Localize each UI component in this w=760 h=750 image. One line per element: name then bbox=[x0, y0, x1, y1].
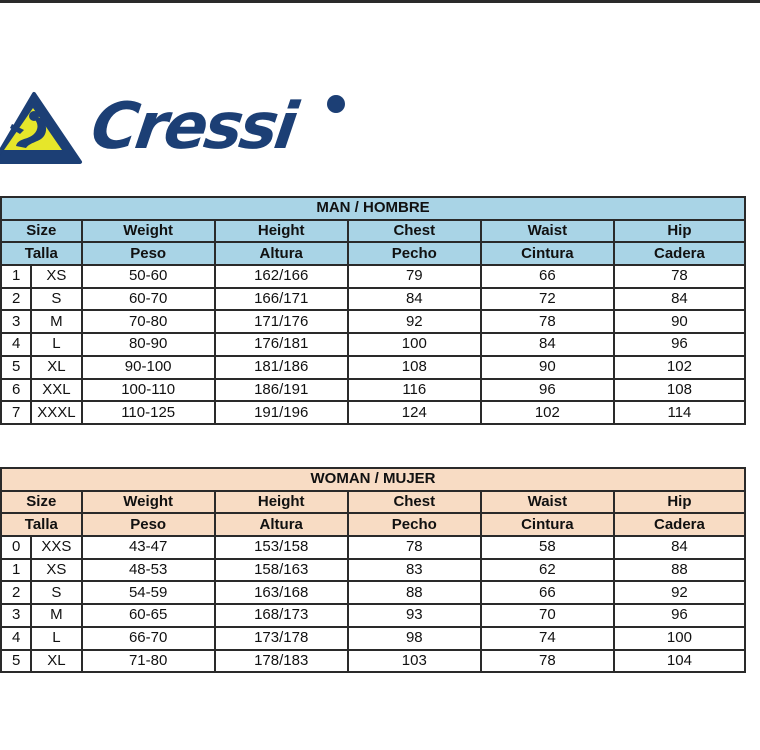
cell-height: 176/181 bbox=[215, 333, 348, 356]
cell-num: 2 bbox=[1, 288, 31, 311]
cell-hip: 84 bbox=[614, 536, 745, 559]
table-row bbox=[1, 604, 745, 627]
cell-hip: 78 bbox=[614, 265, 745, 288]
cell-hip: 96 bbox=[614, 604, 745, 627]
cell-weight: 50-60 bbox=[82, 265, 215, 288]
cell-waist: 90 bbox=[481, 356, 614, 379]
table-row bbox=[1, 265, 745, 288]
table-row bbox=[1, 627, 745, 650]
cell-height: 153/158 bbox=[215, 536, 348, 559]
col-header-talla: Talla bbox=[1, 513, 82, 536]
woman-size-table bbox=[0, 467, 746, 673]
cell-size: XL bbox=[31, 650, 81, 673]
cell-size: XXL bbox=[31, 379, 81, 402]
cell-weight: 71-80 bbox=[82, 650, 215, 673]
cell-waist: 66 bbox=[481, 265, 614, 288]
col-header-pecho: Pecho bbox=[348, 242, 481, 265]
cell-hip: 84 bbox=[614, 288, 745, 311]
cell-waist: 102 bbox=[481, 401, 614, 424]
col-header-chest: Chest bbox=[348, 491, 481, 514]
cell-weight: 60-70 bbox=[82, 288, 215, 311]
col-header-height: Height bbox=[215, 491, 348, 514]
man-size-table bbox=[0, 196, 746, 425]
col-header-size: Size bbox=[1, 491, 82, 514]
brand-wordmark: Cressi bbox=[86, 90, 300, 164]
cell-hip: 102 bbox=[614, 356, 745, 379]
col-header-cintura: Cintura bbox=[481, 513, 614, 536]
col-header-altura: Altura bbox=[215, 513, 348, 536]
cell-chest: 124 bbox=[348, 401, 481, 424]
cell-weight: 60-65 bbox=[82, 604, 215, 627]
diver-triangle-icon bbox=[0, 88, 90, 168]
cell-height: 181/186 bbox=[215, 356, 348, 379]
cell-hip: 104 bbox=[614, 650, 745, 673]
cell-num: 4 bbox=[1, 627, 31, 650]
table-row bbox=[1, 333, 745, 356]
table-row bbox=[1, 650, 745, 673]
col-header-altura: Altura bbox=[215, 242, 348, 265]
woman-table-title: WOMAN / MUJER bbox=[1, 468, 745, 491]
table-row bbox=[1, 379, 745, 402]
cell-size: S bbox=[31, 581, 81, 604]
cell-height: 171/176 bbox=[215, 310, 348, 333]
cell-hip: 88 bbox=[614, 559, 745, 582]
cell-num: 3 bbox=[1, 604, 31, 627]
cell-size: XS bbox=[31, 559, 81, 582]
cell-height: 168/173 bbox=[215, 604, 348, 627]
cell-chest: 108 bbox=[348, 356, 481, 379]
col-header-pecho: Pecho bbox=[348, 513, 481, 536]
cell-size: S bbox=[31, 288, 81, 311]
cell-chest: 116 bbox=[348, 379, 481, 402]
cell-chest: 103 bbox=[348, 650, 481, 673]
cell-size: XL bbox=[31, 356, 81, 379]
col-header-cadera: Cadera bbox=[614, 513, 745, 536]
cell-hip: 90 bbox=[614, 310, 745, 333]
cell-size: XXXL bbox=[31, 401, 81, 424]
col-header-weight: Weight bbox=[82, 491, 215, 514]
cell-waist: 70 bbox=[481, 604, 614, 627]
cell-waist: 72 bbox=[481, 288, 614, 311]
col-header-talla: Talla bbox=[1, 242, 82, 265]
cell-waist: 66 bbox=[481, 581, 614, 604]
cell-height: 173/178 bbox=[215, 627, 348, 650]
cell-chest: 98 bbox=[348, 627, 481, 650]
cell-num: 6 bbox=[1, 379, 31, 402]
cell-height: 178/183 bbox=[215, 650, 348, 673]
col-header-waist: Waist bbox=[481, 491, 614, 514]
cell-chest: 100 bbox=[348, 333, 481, 356]
cell-size: XS bbox=[31, 265, 81, 288]
col-header-hip: Hip bbox=[614, 491, 745, 514]
col-header-peso: Peso bbox=[82, 513, 215, 536]
cell-num: 1 bbox=[1, 559, 31, 582]
cell-height: 191/196 bbox=[215, 401, 348, 424]
cell-num: 7 bbox=[1, 401, 31, 424]
cell-size: XXS bbox=[31, 536, 81, 559]
col-header-cintura: Cintura bbox=[481, 242, 614, 265]
cell-height: 186/191 bbox=[215, 379, 348, 402]
table-row bbox=[1, 288, 745, 311]
cell-height: 163/168 bbox=[215, 581, 348, 604]
table-row bbox=[1, 581, 745, 604]
cell-waist: 62 bbox=[481, 559, 614, 582]
cell-num: 5 bbox=[1, 650, 31, 673]
cell-waist: 74 bbox=[481, 627, 614, 650]
col-header-waist: Waist bbox=[481, 220, 614, 243]
cell-chest: 93 bbox=[348, 604, 481, 627]
cell-height: 166/171 bbox=[215, 288, 348, 311]
cell-height: 162/166 bbox=[215, 265, 348, 288]
col-header-cadera: Cadera bbox=[614, 242, 745, 265]
col-header-chest: Chest bbox=[348, 220, 481, 243]
cell-weight: 80-90 bbox=[82, 333, 215, 356]
brand-dot-icon bbox=[326, 94, 346, 114]
cell-chest: 83 bbox=[348, 559, 481, 582]
cell-hip: 100 bbox=[614, 627, 745, 650]
cell-num: 4 bbox=[1, 333, 31, 356]
cell-weight: 110-125 bbox=[82, 401, 215, 424]
table-row bbox=[1, 356, 745, 379]
cell-size: M bbox=[31, 310, 81, 333]
cell-waist: 78 bbox=[481, 310, 614, 333]
cell-waist: 78 bbox=[481, 650, 614, 673]
cell-size: L bbox=[31, 627, 81, 650]
cell-size: M bbox=[31, 604, 81, 627]
cell-num: 2 bbox=[1, 581, 31, 604]
col-header-height: Height bbox=[215, 220, 348, 243]
cell-weight: 43-47 bbox=[82, 536, 215, 559]
man-table-title: MAN / HOMBRE bbox=[1, 197, 745, 220]
cell-waist: 84 bbox=[481, 333, 614, 356]
cell-chest: 88 bbox=[348, 581, 481, 604]
cell-weight: 48-53 bbox=[82, 559, 215, 582]
cell-waist: 58 bbox=[481, 536, 614, 559]
table-row bbox=[1, 401, 745, 424]
cell-num: 1 bbox=[1, 265, 31, 288]
cell-hip: 108 bbox=[614, 379, 745, 402]
cell-chest: 92 bbox=[348, 310, 481, 333]
table-row bbox=[1, 536, 745, 559]
cell-chest: 84 bbox=[348, 288, 481, 311]
cell-size: L bbox=[31, 333, 81, 356]
cell-num: 3 bbox=[1, 310, 31, 333]
col-header-size: Size bbox=[1, 220, 82, 243]
col-header-weight: Weight bbox=[82, 220, 215, 243]
cell-hip: 92 bbox=[614, 581, 745, 604]
cell-hip: 96 bbox=[614, 333, 745, 356]
cell-num: 5 bbox=[1, 356, 31, 379]
cell-chest: 79 bbox=[348, 265, 481, 288]
col-header-peso: Peso bbox=[82, 242, 215, 265]
cell-weight: 70-80 bbox=[82, 310, 215, 333]
cell-hip: 114 bbox=[614, 401, 745, 424]
table-row bbox=[1, 559, 745, 582]
col-header-hip: Hip bbox=[614, 220, 745, 243]
top-border-line bbox=[0, 0, 760, 3]
brand-logo bbox=[0, 88, 360, 168]
cell-height: 158/163 bbox=[215, 559, 348, 582]
cell-weight: 54-59 bbox=[82, 581, 215, 604]
cell-waist: 96 bbox=[481, 379, 614, 402]
cell-chest: 78 bbox=[348, 536, 481, 559]
cell-weight: 90-100 bbox=[82, 356, 215, 379]
cell-num: 0 bbox=[1, 536, 31, 559]
table-row bbox=[1, 310, 745, 333]
cell-weight: 100-110 bbox=[82, 379, 215, 402]
cell-weight: 66-70 bbox=[82, 627, 215, 650]
